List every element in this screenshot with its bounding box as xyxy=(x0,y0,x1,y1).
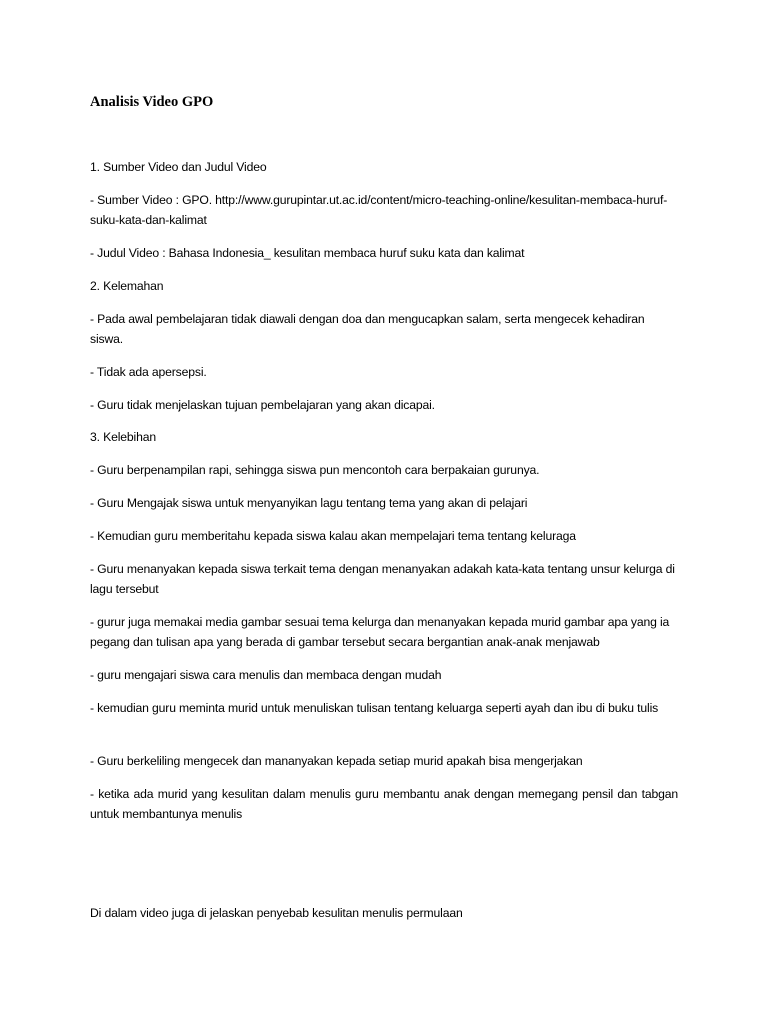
strength-item: - kemudian guru meminta murid untuk menuliskan tulisan tentang keluarga seperti ayah dan ibu di buku tulis xyxy=(90,701,659,715)
section-heading-kelebihan: 3. Kelebihan xyxy=(90,430,156,444)
strength-item: - guru mengajari siswa cara menulis dan membaca dengan mudah xyxy=(90,668,442,682)
section-heading-kelemahan: 2. Kelemahan xyxy=(90,279,164,293)
strength-item: - Guru menanyakan kepada siswa terkait tema dengan menanyakan adakah kata-kata tentang unsur kelurga di lagu tersebut xyxy=(90,562,675,596)
weakness-item: - Pada awal pembelajaran tidak diawali dengan doa dan mengucapkan salam, serta mengecek kehadiran siswa. xyxy=(90,312,645,346)
strength-item: - Guru berkeliling mengecek dan mananyakan kepada setiap murid apakah bisa mengerjakan xyxy=(90,754,583,768)
strength-item: - ketika ada murid yang kesulitan dalam menulis guru membantu anak dengan memegang pensil dan tabgan untuk membantunya menulis xyxy=(90,787,678,821)
weakness-item: - Tidak ada apersepsi. xyxy=(90,365,207,379)
document-page xyxy=(90,0,690,1024)
strength-item: - gurur juga memakai media gambar sesuai tema kelurga dan menanyakan kepada murid gambar apa yang ia pegang dan tulisan apa yang berada di gambar tersebut secara bergantian anak-anak menjawab xyxy=(90,615,670,649)
weakness-item: - Guru tidak menjelaskan tujuan pembelajaran yang akan dicapai. xyxy=(90,398,435,412)
closing-paragraph: Di dalam video juga di jelaskan penyebab kesulitan menulis permulaan xyxy=(90,906,463,920)
section-heading-sumber: 1. Sumber Video dan Judul Video xyxy=(90,160,267,174)
strength-item: - Guru berpenampilan rapi, sehingga siswa pun mencontoh cara berpakaian gurunya. xyxy=(90,463,540,477)
strength-item: - Guru Mengajak siswa untuk menyanyikan lagu tentang tema yang akan di pelajari xyxy=(90,496,528,510)
video-title-paragraph: - Judul Video : Bahasa Indonesia_ kesulitan membaca huruf suku kata dan kalimat xyxy=(90,246,525,260)
strength-item: - Kemudian guru memberitahu kepada siswa kalau akan mempelajari tema tentang keluraga xyxy=(90,529,576,543)
video-source-paragraph: - Sumber Video : GPO. http://www.gurupintar.ut.ac.id/content/micro-teaching-online/kesulitan-membaca-huruf-suku-kata-dan-kalimat xyxy=(90,193,668,227)
document-title: Analisis Video GPO xyxy=(90,94,214,110)
